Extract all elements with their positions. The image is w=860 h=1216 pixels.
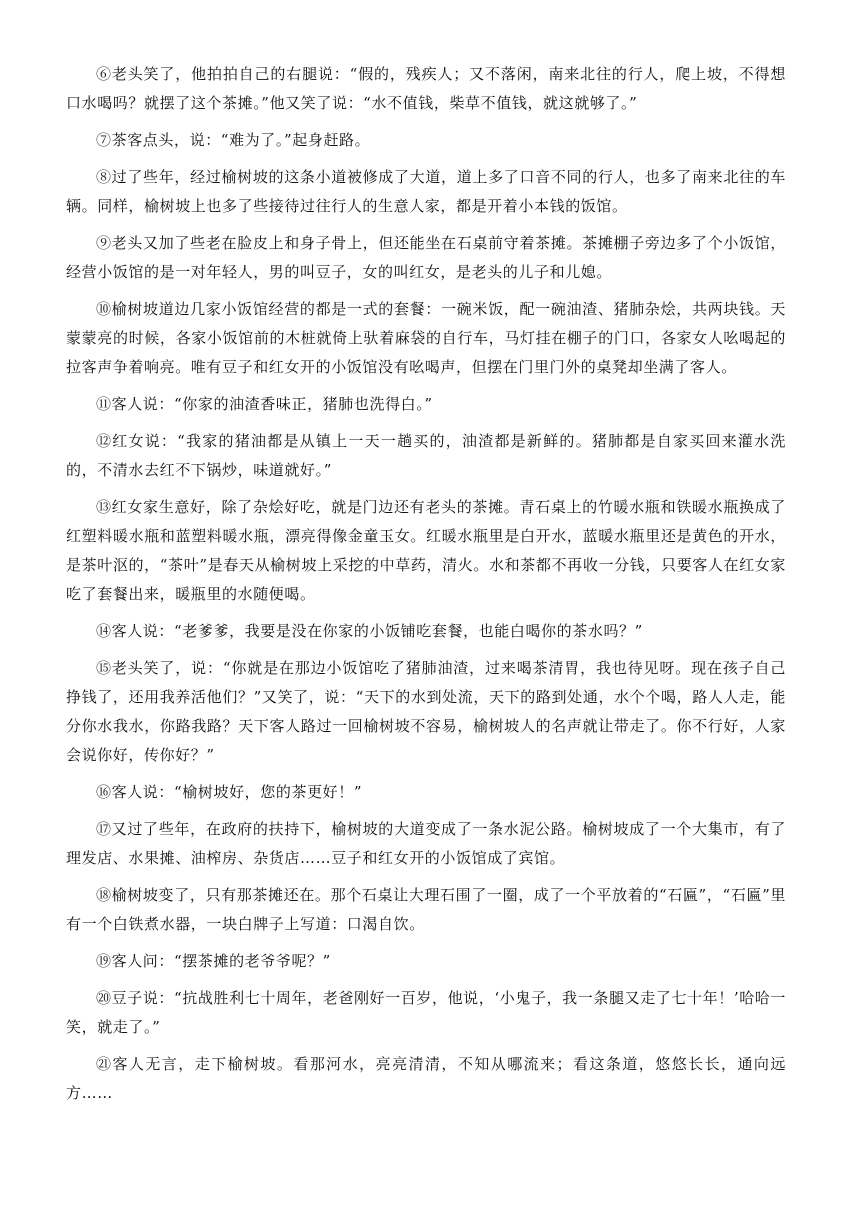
paragraph-13: ⑬红女家生意好，除了杂烩好吃，就是门边还有老头的茶摊。青石桌上的竹暖水瓶和铁暖水瓶换成了红塑料暖水瓶和蓝塑料暖水瓶，漂亮得像金童玉女。红暖水瓶里是白开水，蓝暖水瓶里还是黄色的开水，是茶叶沤的，“茶叶”是春天从榆树坡上采挖的中草药，清火。水和茶都不再收一分钱，只要客人在红女家吃了套餐出来，暖瓶里的水随便喝。 (66, 498, 786, 603)
paragraph-20: ⑳豆子说：“抗战胜利七十周年，老爸刚好一百岁，他说，‘小鬼子，我一条腿又走了七十年！’哈哈一笑，就走了。” (66, 989, 786, 1036)
paragraph-15: ⑮老头笑了，说：“你就是在那边小饭馆吃了猪肺油渣，过来喝茶清胃，我也待见呀。现在孩子自己挣钱了，还用我养活他们？”又笑了，说：“天下的水到处流，天下的路到处通，水个个喝，路人人走，能分你水我水，你路我路？天下客人路过一回榆树坡不容易，榆树坡人的名声就让带走了。你不行好，人家会说你好，传你好？” (66, 659, 786, 764)
paragraph-11: ⑪客人说：“你家的油渣香味正，猪肺也洗得白。” (96, 395, 433, 413)
paragraph-10: ⑩榆树坡道边几家小饭馆经营的都是一式的套餐：一碗米饭，配一碗油渣、猪肺杂烩，共两块钱。天蒙蒙亮的时候，各家小饭馆前的木桩就倚上驮着麻袋的自行车，马灯挂在棚子的门口，各家女人吆喝起的拉客声争着响亮。唯有豆子和红女开的小饭馆没有吆喝声，但摆在门里门外的桌凳却坐满了客人。 (66, 300, 786, 376)
paragraph-6: ⑥老头笑了，他拍拍自己的右腿说：“假的，残疾人；又不落闲，南来北往的行人，爬上坡，不得想口水喝吗？就摆了这个茶摊。”他又笑了说：“水不值钱，柴草不值钱，就这就够了。” (66, 65, 786, 112)
paragraph-8: ⑧过了些年，经过榆树坡的这条小道被修成了大道，道上多了口音不同的行人，也多了南来北往的车辆。同样，榆树坡上也多了些接待过往行人的生意人家，都是开着小本钱的饭馆。 (66, 168, 786, 215)
paragraph-7: ⑦茶客点头，说：“难为了。”起身赶路。 (96, 131, 371, 149)
paragraph-16: ⑯客人说：“榆树坡好，您的茶更好！” (96, 783, 363, 801)
paragraph-14: ⑭客人说：“老爹爹，我要是没在你家的小饭铺吃套餐，也能白喝你的茶水吗？” (96, 622, 643, 640)
paragraph-21: ㉑客人无言，走下榆树坡。看那河水，亮亮清清，不知从哪流来；看这条道，悠悠长长，通向远方…… (66, 1055, 786, 1102)
article-body (66, 60, 786, 1116)
paragraph-19: ⑲客人问：“摆茶摊的老爷爷呢？” (96, 952, 331, 970)
paragraph-18: ⑱榆树坡变了，只有那茶摊还在。那个石桌让大理石围了一圈，成了一个平放着的“石匾”，“石匾”里有一个白铁煮水器，一块白牌子上写道：口渴自饮。 (66, 886, 786, 933)
paragraph-9: ⑨老头又加了些老在脸皮上和身子骨上，但还能坐在石桌前守着茶摊。茶摊棚子旁边多了个小饭馆，经营小饭馆的是一对年轻人，男的叫豆子，女的叫红女，是老头的儿子和儿媳。 (66, 234, 786, 281)
paragraph-17: ⑰又过了些年，在政府的扶持下，榆树坡的大道变成了一条水泥公路。榆树坡成了一个大集市，有了理发店、水果摊、油榨房、杂货店……豆子和红女开的小饭馆成了宾馆。 (66, 820, 786, 867)
paragraph-12: ⑫红女说：“我家的猪油都是从镇上一天一趟买的，油渣都是新鲜的。猪肺都是自家买回来灌水洗的，不清水去红不下锅炒，味道就好。” (66, 432, 786, 479)
